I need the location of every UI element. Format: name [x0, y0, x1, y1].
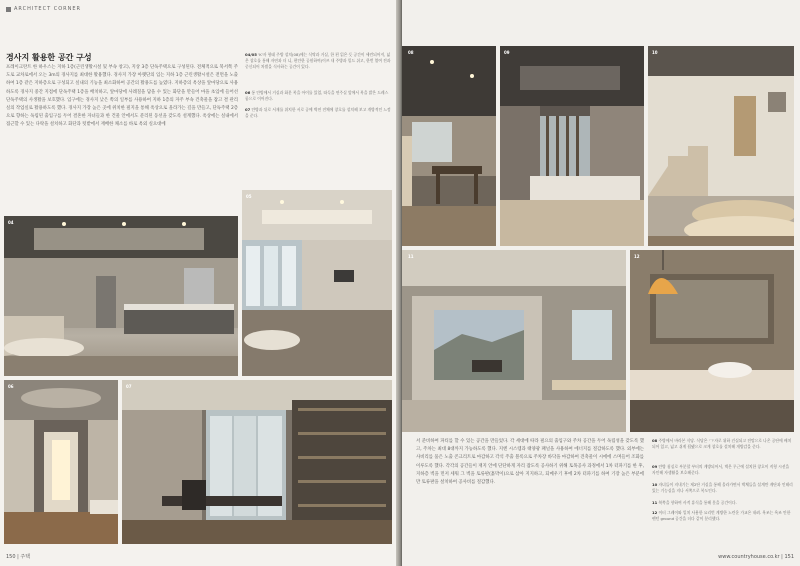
caption-07 — [245, 107, 391, 119]
photo-living-room — [242, 190, 392, 376]
caption-08 — [652, 438, 794, 450]
photo-number: 12 — [634, 254, 640, 259]
caption-04-05 — [245, 52, 391, 71]
caption-number: 11 — [652, 500, 658, 505]
caption-number: 12 — [652, 510, 658, 515]
caption-number: 07 — [245, 107, 251, 112]
article-body-right: 서 준비하여 파티를 할 수 있는 공간을 만들었다. 각 세대에 따라 필요의 출입구와 주차 공간을 두어 독립성을 갖도록 했고, 주차는 최대 8대까지 가능하도록 했다. 지엔 시스템과 태양광 패널을 사용하여 에너지를 절감하도록 했다. 외부에는 사비리를 품은 노출 콘크리트로 마감하고 각석 주출 블록으로 주차장 바닥을 마감하여 견축물이 시에에 스며들어 조화를 이루도록 했다. 각각의 공간들이 재지 안에 단단하게 자리 잡도록 공사하기 위해 토목공사 과정에서 1차 터파기를 한 후, 지하층 벽을 먼저 세워 그 벽을 토류판(흙막이)으로 삼아 지지하고, 되메우기 후에 2차 터파기를 하여 기장 높은 부분에만 토류판을 설치하여 공사비를 절감했다. — [416, 439, 644, 486]
caption-text: 북쪽을 향하여 사적 휴식을 통해 분을 공간이다. — [658, 500, 737, 505]
bedroom-illustration — [500, 46, 644, 246]
photo-hallway — [4, 380, 118, 544]
article-heading: 경사지 활용한 공간 구성 — [6, 53, 92, 62]
living-room-illustration — [242, 190, 392, 376]
caption-06 — [245, 90, 391, 102]
photo-reading-nook — [402, 250, 626, 432]
photo-number: 08 — [408, 50, 414, 55]
left-page — [0, 0, 398, 566]
photo-study — [122, 380, 392, 544]
caption-12 — [652, 510, 794, 522]
caption-text: 안방 침실로 부분할 부터의 게방되어서, 벽은 무근에 설치한 창호이 직형 시선을 자인해 자생활을 보호해준다. — [652, 464, 790, 476]
kitchen-illustration — [4, 216, 238, 376]
caption-number: 08 — [652, 438, 658, 443]
photo-staircase — [648, 46, 794, 246]
caption-text: 자녀들이 지내기는 제2단 거실을 통해 올라가면서 벽체들을 설계만 게단과 인테리 있는 기능실을 지나 서쪽으로 복도인다. — [652, 482, 793, 494]
staircase-illustration — [648, 46, 794, 246]
caption-number: 06 — [245, 90, 251, 95]
photo-kitchen-living — [4, 216, 238, 376]
caption-text: 'K'자 형태 주방 설치(08)에는 식탁과 거실, 한 편 읽은 듯 공간이 세련되어져, 넓은 창호를 통해 자연과 더 니, 편안한 공원하여(이즈 내 주방과 밀드 쉬고, 한번 열여 전과 중신되어 차별을 식사하는 공간이 있다. — [245, 52, 391, 70]
caption-text: 이터 그레이와 일치 사용한 요리번 계방한 노란운 가교은 내려. 욕조는 욕조 안한 펜던 ground 공간을 더다 같이 분리했다. — [652, 510, 791, 522]
photo-number: 05 — [246, 194, 252, 199]
photo-number: 04 — [8, 220, 14, 225]
bathroom-illustration — [630, 250, 794, 432]
photo-number: 11 — [408, 254, 414, 259]
photo-bathroom — [630, 250, 794, 432]
section-marker-icon — [6, 7, 11, 12]
study-illustration — [122, 380, 392, 544]
page-folio-left: 150 | 주택 — [6, 554, 31, 560]
article-body-left: 프레이크란트 한 하우스는 지하 1층(근린생활시설 및 부속 창고), 지상 3층 단독주택으로 구성된다. 전체적으로 북서쪽 주도로 교차로에서 오는 3m의 경사지를 최대한 활용했다. 경사지 가장 아랫단의 입는 지하 1층 근린생활시설은 전면을 노출하여 1층 같은 지하층으로 구성되고 실내의 기능을 최소화하여 공간의 활용도를 높였다. 지하층의 옥상을 앞마당으로 사용하도록 경사지 중간 지점에 단독주택 1층을 배치하고, 앞마당에 사례칠을 담을 수 있는 화단을 만들어 마을 초입에 들어선 단독주택의 사생활을 보호했다. 입구에는 경사지 낮은 쪽의 일부를 사용하여 지하 1층의 자주 부속 건축물을 잡고 결 관리실의 작업실로 활용하도록 했다. 경사지 가장 높은 곳에 위치한 필지을 통해 옥상으로 올라가는 길을 만들고, 단독주택 2층으로 향하는 독립된 출입구를 두어 결혼한 자녀들과 한 건물 안에서도 분리된 동선을 갖도록 설계했다. 옥상에는 실내에서 접근할 수 있는 다락을 설치하고 화단과 텃밭에서 재배한 채소를 바로 옥외 실으대에 — [6, 65, 238, 128]
right-page — [402, 0, 800, 566]
caption-10 — [652, 482, 794, 494]
caption-09 — [652, 464, 794, 476]
caption-11 — [652, 500, 794, 506]
hallway-illustration — [4, 380, 118, 544]
section-tag-label: ARCHITECT CORNER — [14, 6, 81, 12]
photo-bedroom — [500, 46, 644, 246]
section-tag — [6, 6, 81, 12]
photo-number: 06 — [8, 384, 14, 389]
photo-number: 09 — [504, 50, 510, 55]
caption-text: 통 안방에서 거실과 화분 복을 아이를 있었, 따득을 연주실 앞에서 복을 밝은 드레스룸으로 이어진다. — [245, 90, 389, 102]
caption-number: 10 — [652, 482, 658, 487]
caption-text: 안방과 뒤로 서재를 위치한 서로 공예 벽연 전체에 창호를 설치해 보고 개방적인 느낌을 준다. — [245, 107, 391, 119]
photo-number: 10 — [652, 50, 658, 55]
caption-text: 주방에서 바라본 식당. 식당은 'ㄱ'자로 위하 건실되고 전망으로 나온 공단에 배치되어 있고, 넓고 쉬게 됩됐으로 크게 창호를 설치해 개방감을 준다. — [652, 438, 792, 450]
photo-number: 07 — [126, 384, 132, 389]
photo-dining — [402, 46, 496, 246]
reading-nook-illustration — [402, 250, 626, 432]
page-folio-right: www.countryhouse.co.kr | 151 — [718, 554, 794, 560]
caption-number: 04/05 — [245, 52, 257, 57]
dining-illustration — [402, 46, 496, 246]
caption-number: 09 — [652, 464, 658, 469]
